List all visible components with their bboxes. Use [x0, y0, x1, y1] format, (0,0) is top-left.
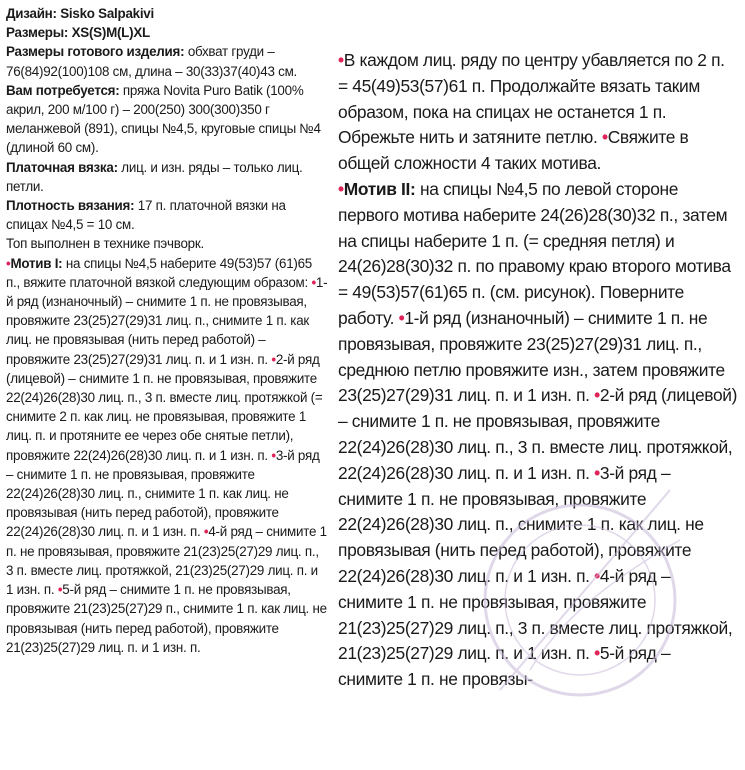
sizes-label: Размеры:: [6, 25, 69, 41]
bullet-icon: •: [203, 524, 209, 540]
bullet-icon: •: [594, 643, 600, 664]
density-label: Плотность вязания:: [6, 198, 135, 214]
motif1-row5: 5-й ряд – снимите 1 п. не провязывая, провяжите 21(23)25(27)29 п., снимите 1 п. как лиц. не провязывая (нить перед работой), провяжите 21(23)25(27)29 лиц. п. и 1 изн. п.: [6, 582, 327, 655]
materials-text: пряжа Novita Puro Batik (100% акрил, 200 м/100 г) – 200(250) 300(300)350 г меланжевой (891), спицы №4,5, круговые спицы №4 (длиной 60 см).: [6, 82, 321, 156]
motif2-row2: 2-й ряд (лицевой) – снимите 1 п. не провязывая, провяжите 22(24)26(28)30 лиц. п., 3 п. вместе лиц. протяжкой, 22(24)26(28)30 лиц. п. и 1 изн. п.: [338, 385, 738, 483]
bullet-icon: •: [594, 462, 600, 483]
motif2-row4: 4-й ряд – снимите 1 п. не провязывая, провяжите 21(23)25(27)29 лиц. п., 3 п. вместе лиц. протяжкой, 21(23)25(27)29 лиц. п. и 1 изн. п.: [338, 565, 733, 664]
finished-size-paragraph: [6, 42, 328, 80]
finished-text: обхват груди – 76(84)92(100)108 см, длина – 30(33)37(40)43 см.: [6, 44, 298, 79]
bullet-icon: •: [594, 385, 600, 406]
garter-paragraph: [6, 158, 328, 196]
motif-count-text: Свяжите в общей сложности 4 таких мотива.: [338, 127, 689, 174]
bullet-icon: •: [594, 565, 600, 586]
motif1-text-intro: на спицы №4,5 наберите 49(53)57 (61)65 п., вяжите платочной вязкой следующим образом:: [6, 255, 312, 290]
motif1-paragraph: [6, 254, 328, 657]
motif2-paragraph: [338, 177, 738, 693]
technique-line: Топ выполнен в технике пэчворк.: [6, 236, 204, 252]
motif2-row1: 1-й ряд (изнаночный) – снимите 1 п. не провязывая, провяжите 23(25)27(29)31 лиц. п., среднюю петлю провяжите изн., затем провяжите 23(25)27(29)31 лиц. п. и 1 изн. п.: [338, 307, 725, 406]
bullet-icon: •: [338, 50, 344, 70]
motif2-row3: 3-й ряд – снимите 1 п. не провязывая, провяжите 22(24)26(28)30 лиц. п., снимите 1 п. как лиц. не провязывая (нить перед работой), провяжите 22(24)26(28)30 лиц. п. и 1 изн. п.: [338, 462, 704, 586]
bullet-icon: •: [338, 178, 344, 199]
motif2-label: Мотив II:: [343, 178, 416, 199]
left-column: [6, 4, 328, 657]
density-text: 17 п. платочной вязки на спицах №4,5 = 10 см.: [6, 198, 286, 233]
right-column: [338, 48, 738, 693]
bullet-icon: •: [57, 582, 63, 598]
design-label: Дизайн:: [6, 6, 57, 21]
garter-label: Платочная вязка:: [6, 159, 118, 175]
bullet-icon: •: [398, 307, 405, 328]
bullet-icon: •: [6, 255, 11, 271]
design-line: [6, 4, 328, 23]
materials-label: Вам потребуется:: [6, 82, 120, 98]
sizes-line: [6, 23, 328, 42]
bullet-icon: •: [311, 274, 316, 290]
motif2-row5: 5-й ряд – снимите 1 п. не провязы-: [338, 643, 671, 690]
density-paragraph: [6, 196, 328, 234]
finished-label: Размеры готового изделия:: [6, 44, 185, 60]
sizes-value: XS(S)M(L)XL: [71, 25, 150, 41]
motif1-row4: 4-й ряд – снимите 1 п. не провязывая, провяжите 21(23)25(27)29 лиц. п., 3 п. вместе лиц. протяжкой, 21(23)25(27)29 лиц. п. и 1 изн. п.: [6, 524, 327, 598]
bullet-icon: •: [601, 127, 608, 148]
bullet-icon: •: [271, 351, 276, 367]
decrease-text: В каждом лиц. ряду по центру убавляется по 2 п. = 45(49)53(57)61 п. Продолжайте вязать таким образом, пока на спицах не останется 1 п. Обрежьте нить и затяните петлю.: [338, 50, 725, 148]
motif1-row2: 2-й ряд (лицевой) – снимите 1 п. не провязывая, провяжите 22(24)26(28)30 лиц. п., 3 п. вместе лиц. протяжкой (= снимите 2 п. как лиц. не провязывая, провяжите 1 лиц. п. и протяните ее через обе снятые петли), провяжите 22(24)26(28)30 лиц. п. и 1 изн. п.: [6, 351, 323, 463]
garter-text: лиц. и изн. ряды – только лиц. петли.: [6, 159, 303, 194]
bullet-icon: •: [271, 447, 276, 463]
decrease-paragraph: [338, 48, 738, 177]
motif1-label: Мотив I:: [10, 255, 63, 271]
design-value: Sisko Salpakivi: [60, 6, 154, 21]
motif2-text-intro: на спицы №4,5 по левой стороне первого мотива наберите 24(26)28(30)32 п., затем на спицы наберите 1 п. (= средняя петля) и 24(26)28(30)32 п. по правому краю второго мотива = 49(53)57(61)65 п. (см. рисунок). Поверните работу.: [338, 178, 731, 328]
motif1-row3: 3-й ряд – снимите 1 п. не провязывая, провяжите 22(24)26(28)30 лиц. п., снимите 1 п. как лиц. не провязывая (нить перед работой), провяжите 22(24)26(28)30 лиц. п. и 1 изн. п.: [6, 447, 320, 540]
materials-paragraph: [6, 81, 328, 158]
motif1-row1: 1-й ряд (изнаночный) – снимите 1 п. не провязывая, провяжите 23(25)27(29)31 лиц. п., снимите 1 п. как лиц. не провязывая (нить перед работой) – провяжите 23(25)27(29)31 лиц. п. и 1 изн. п.: [6, 274, 328, 367]
